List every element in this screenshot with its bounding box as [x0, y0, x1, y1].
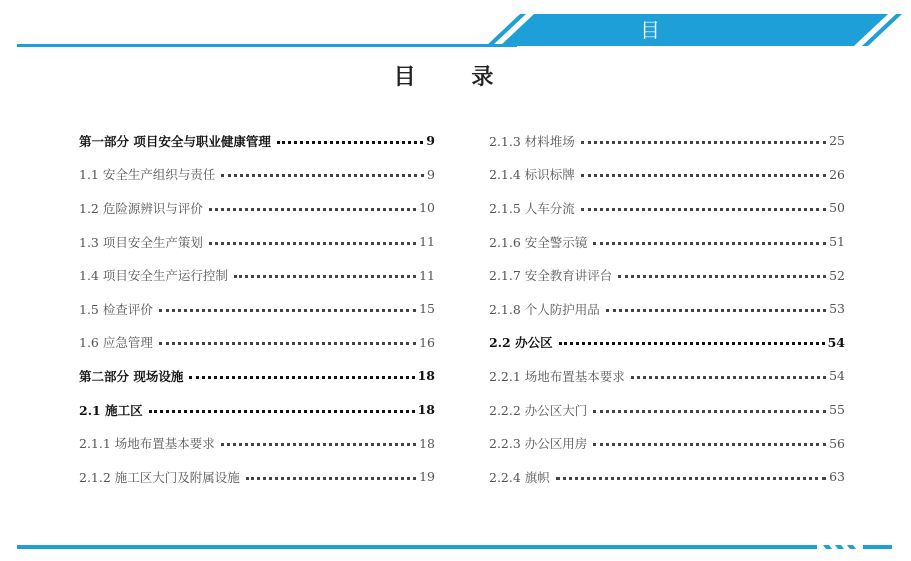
toc-entry-page: 16 — [419, 334, 435, 350]
toc-entry-label: 第一部分 项目安全与职业健康管理 — [79, 133, 271, 149]
toc-entry[interactable] — [79, 191, 435, 225]
toc-entry-page: 54 — [829, 368, 845, 384]
toc-dot-leader — [189, 367, 414, 379]
toc-entry-label: 1.6 应急管理 — [79, 335, 153, 351]
toc-entry-label: 1.1 安全生产组织与责任 — [79, 167, 216, 183]
toc-entry[interactable] — [489, 158, 845, 192]
toc-dot-leader — [581, 165, 826, 177]
toc-entry-label: 2.1.8 个人防护用品 — [489, 301, 600, 317]
toc-dot-leader — [581, 132, 826, 144]
toc-entry-label: 2.1.5 人车分流 — [489, 200, 575, 216]
toc-left-column — [79, 124, 435, 494]
toc-entry[interactable] — [489, 426, 845, 460]
toc-entry-label: 2.1.3 材料堆场 — [489, 133, 575, 149]
toc-dot-leader — [209, 199, 416, 211]
toc-dot-leader — [559, 333, 825, 345]
toc-dot-leader — [593, 434, 826, 446]
toc-entry[interactable] — [489, 258, 845, 292]
toc-entry-label: 1.5 检查评价 — [79, 301, 153, 317]
page-title: 目 录 — [393, 65, 518, 90]
toc-entry-page: 55 — [829, 402, 845, 418]
toc-right-column — [489, 124, 845, 494]
toc-entry-label: 2.2 办公区 — [489, 335, 553, 351]
toc-entry-page: 10 — [419, 200, 435, 216]
toc-dot-leader — [631, 367, 826, 379]
toc-entry[interactable] — [489, 359, 845, 393]
toc-entry[interactable] — [79, 258, 435, 292]
toc-entry-page: 52 — [829, 267, 845, 283]
toc-entry-page: 15 — [419, 301, 435, 317]
toc-entry-label: 2.1 施工区 — [79, 402, 143, 418]
toc-entry[interactable] — [489, 393, 845, 427]
toc-entry-label: 2.1.2 施工区大门及附属设施 — [79, 469, 240, 485]
toc-dot-leader — [277, 132, 423, 144]
toc-dot-leader — [606, 300, 826, 312]
toc-entry-label: 2.1.4 标识标牌 — [489, 167, 575, 183]
toc-entry-page: 11 — [419, 267, 435, 283]
toc-entry[interactable] — [79, 426, 435, 460]
toc-entry[interactable] — [79, 393, 435, 427]
toc-entry[interactable] — [489, 292, 845, 326]
toc-entry[interactable] — [79, 225, 435, 259]
toc-dot-leader — [209, 233, 416, 245]
toc-dot-leader — [159, 300, 416, 312]
toc-entry-page: 63 — [829, 469, 845, 485]
toc-entry-label: 2.1.1 场地布置基本要求 — [79, 436, 215, 452]
toc-entry-label: 2.1.6 安全警示镜 — [489, 234, 588, 250]
toc-entry[interactable] — [79, 292, 435, 326]
banner-title: 目 录 — [640, 18, 694, 74]
toc-entry-label: 2.1.7 安全教育讲评台 — [489, 268, 613, 284]
toc-entry-page: 18 — [419, 435, 435, 451]
toc-entry[interactable] — [489, 225, 845, 259]
toc-entry-label: 1.4 项目安全生产运行控制 — [79, 268, 228, 284]
toc-entry-label: 1.2 危险源辨识与评价 — [79, 200, 203, 216]
toc-entry[interactable] — [489, 326, 845, 360]
toc-entry-label: 第二部分 现场设施 — [79, 368, 184, 384]
toc-dot-leader — [234, 266, 416, 278]
toc-entry-page: 9 — [427, 166, 435, 182]
toc-entry[interactable] — [489, 460, 845, 494]
toc-entry-label: 2.2.3 办公区用房 — [489, 436, 588, 452]
toc-entry-page: 11 — [419, 234, 435, 250]
toc-entry-page: 18 — [417, 402, 435, 418]
toc-entry-page: 53 — [829, 301, 845, 317]
header-banner — [0, 0, 911, 74]
toc-entry-label: 1.3 项目安全生产策划 — [79, 234, 203, 250]
toc-dot-leader — [149, 401, 415, 413]
toc-dot-leader — [618, 266, 826, 278]
toc-entry-page: 50 — [829, 200, 845, 216]
toc-dot-leader — [221, 165, 424, 177]
toc-entry[interactable] — [489, 191, 845, 225]
toc-entry-page: 51 — [829, 234, 845, 250]
toc-entry-label: 2.2.2 办公区大门 — [489, 402, 588, 418]
toc-entry[interactable] — [489, 124, 845, 158]
toc-entry[interactable] — [79, 460, 435, 494]
toc-entry-page: 26 — [829, 166, 845, 182]
toc-entry[interactable] — [79, 326, 435, 360]
toc-dot-leader — [581, 199, 826, 211]
footer-band — [17, 545, 892, 549]
toc-entry[interactable] — [79, 359, 435, 393]
toc-dot-leader — [246, 468, 416, 480]
toc-entry[interactable] — [79, 158, 435, 192]
toc-entry-page: 25 — [829, 133, 845, 149]
toc-dot-leader — [221, 434, 416, 446]
toc-dot-leader — [593, 401, 826, 413]
toc-entry-label: 2.2.4 旗帜 — [489, 469, 550, 485]
toc-dot-leader — [556, 468, 826, 480]
toc-dot-leader — [159, 333, 416, 345]
toc-entry-page: 18 — [417, 368, 435, 384]
toc-entry-page: 9 — [426, 133, 435, 149]
toc-entry-page: 19 — [419, 469, 435, 485]
toc-dot-leader — [593, 233, 826, 245]
toc-entry-page: 56 — [829, 435, 845, 451]
toc-entry-page: 54 — [827, 334, 845, 350]
toc-entry[interactable] — [79, 124, 435, 158]
toc-entry-label: 2.2.1 场地布置基本要求 — [489, 368, 625, 384]
